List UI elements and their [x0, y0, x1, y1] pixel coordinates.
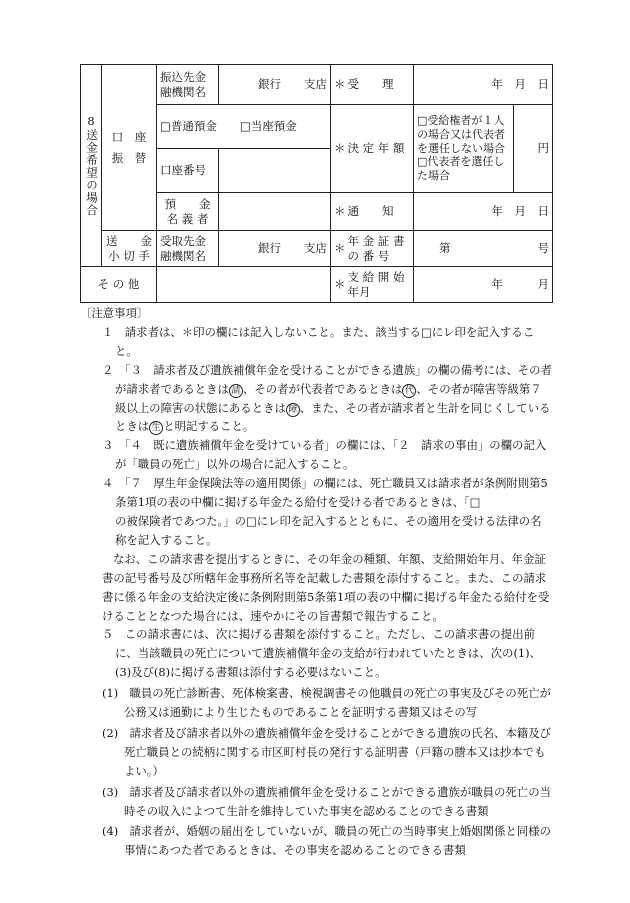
start-label: 支 給 開 始 年月 [347, 269, 405, 299]
note-2-b: 、その者が代表者であるときは [242, 381, 403, 396]
section-cell [81, 65, 102, 267]
note-2-e: と明記すること。 [163, 419, 255, 434]
note-1: １ 請求者は、＊印の欄には記入しないこと。また、該当する□にレ印を記入すること。 [102, 324, 535, 358]
start-date-field: 年 月 [414, 267, 553, 303]
note-2-c: 、その者が障害等級第７級以上の障害の状態にあるときは [115, 381, 542, 415]
juri-label: 受 理 [347, 77, 394, 92]
recv-bank-label: 受取先金融機関名 [157, 231, 219, 267]
notes-heading: 〔注意事項〕 [80, 306, 149, 320]
attach-1: (1) 職員の死亡診断書、死体検案書、検視調書その他職員の死亡の事実及びその死亡が公務又は通勤により生じたものであることを証明する書類又はその写 [102, 686, 551, 720]
kettei-cell [331, 105, 414, 193]
sonota-field[interactable] [157, 267, 331, 303]
account-no-field[interactable] [219, 149, 331, 193]
star-mark: ＊ [334, 77, 346, 92]
star-mark: ＊ [334, 204, 346, 219]
tsuchi-date-field: 年 月 日 [414, 193, 553, 231]
circled-dai: 代 [402, 384, 416, 398]
note-3: ３ 「４ 既に遺族補償年金を受けている者」の欄には、「２ 請求の事由」の欄の記入が「職員の死亡」以外の場合に記入すること。 [102, 438, 547, 472]
remittance-table [80, 64, 553, 303]
koza-furikae-cell [102, 65, 157, 231]
note-2 [80, 361, 552, 437]
note-2-d: 、また、その者が請求者と生計を同じくしているときは [115, 400, 551, 434]
tsuchi-label: 通 知 [347, 204, 394, 219]
pension-no-cell [331, 231, 414, 267]
circled-sei: 請 [229, 384, 243, 398]
juri-date-field: 年 月 日 [414, 65, 553, 105]
star-mark: ＊ [334, 141, 346, 156]
attach-3: (3) 請求者及び請求者以外の遺族補償年金を受けることができる遺族が職員の死亡の当時その収入によつて生計を維持していた事実を認めることのできる書類 [102, 784, 551, 818]
go-label: 号 [537, 241, 549, 256]
section-label: 送金希望の場合 [84, 129, 99, 217]
section-number: 8 [87, 114, 95, 129]
bank-name-field[interactable]: 銀行 支店 [219, 65, 331, 105]
circled-sei2: 生 [149, 421, 163, 435]
note-2-a: ２ 「３ 請求者及び遺族補償年金を受けることができる遺族」の欄の備考には、その者が請求者であるときは [102, 362, 552, 396]
attach-4: (4) 請求者が、婚姻の届出をしていないが、職員の死亡の当時事実上婚姻関係と同様の事情にあつた者であるときは、その事実を認めることのできる書類 [102, 824, 551, 858]
koza-label: 口 座 [111, 129, 147, 144]
dai-label: 第 [439, 241, 451, 256]
juri-cell [331, 65, 414, 105]
note-4-para: なお、この請求書を提出するときに、その年金の種類、年額、支給開始年月、年金証書の記号番号及び所轄年金事務所名等を記載した書類を添付すること。また、この請求書に係る年金の支給決定後に条例附則第5条第1項の表の中欄に掲げる年金たる給付を受けることとなつた場合には、速やかにその旨書類で報告すること。 [102, 551, 550, 623]
yen-unit: 円 [514, 105, 553, 193]
holder-field[interactable] [219, 193, 331, 231]
account-no-label: 口座番号 [157, 149, 219, 193]
tsuchi-cell [331, 193, 414, 231]
note-4: ４ 「７ 厚生年金保険法等の適用関係」の欄には、死亡職員又は請求者が条例附則第5条第1項の表の中欄に掲げる年金たる給付を受ける者であるときは、「□ の被保険者であつた。」の□にレ印を記入するとともに、その適用を受ける法律の名称を記入すること。 [102, 476, 549, 547]
kogitte-label: 送 金 小 切 手 [102, 231, 157, 267]
notes [80, 304, 552, 860]
note-5: ５ この請求書には、次に掲げる書類を添付すること。ただし、この請求書の提出前に、当該職員の死亡について遺族補償年金の支給が行われていたときは、次の(1)、(3)及び(8)に掲げる書類は添付する必要はないこと。 [102, 627, 541, 680]
kettei-conditions[interactable]: □受給権者が１人の場合又は代表者を選任しない場合 □代表者を選任した場合 [414, 105, 514, 193]
start-cell [331, 267, 414, 303]
circled-sho: 障 [286, 403, 300, 417]
pension-no-label: 年 金 証 書 の 番 号 [347, 233, 405, 263]
star-mark: ＊ [334, 276, 346, 291]
furikae-label: 振 替 [111, 150, 147, 165]
holder-label: 預 金 名 義 者 [157, 193, 219, 231]
account-type-field[interactable]: □普通預金 □当座預金 [157, 105, 331, 149]
bank-label: 振込先金融機関名 [157, 65, 219, 105]
star-mark: ＊ [334, 240, 346, 255]
sonota-label: そ の 他 [81, 267, 157, 303]
pension-no-field [414, 231, 553, 267]
recv-bank-field[interactable]: 銀行 支店 [219, 231, 331, 267]
attach-2: (2) 請求者及び請求者以外の遺族補償年金を受けることができる遺族の氏名、本籍及び死亡職員との続柄に関する市区町村長の発行する証明書（戸籍の謄本又は抄本でもよい。） [102, 725, 551, 778]
kettei-label: 決 定 年 額 [347, 141, 405, 156]
